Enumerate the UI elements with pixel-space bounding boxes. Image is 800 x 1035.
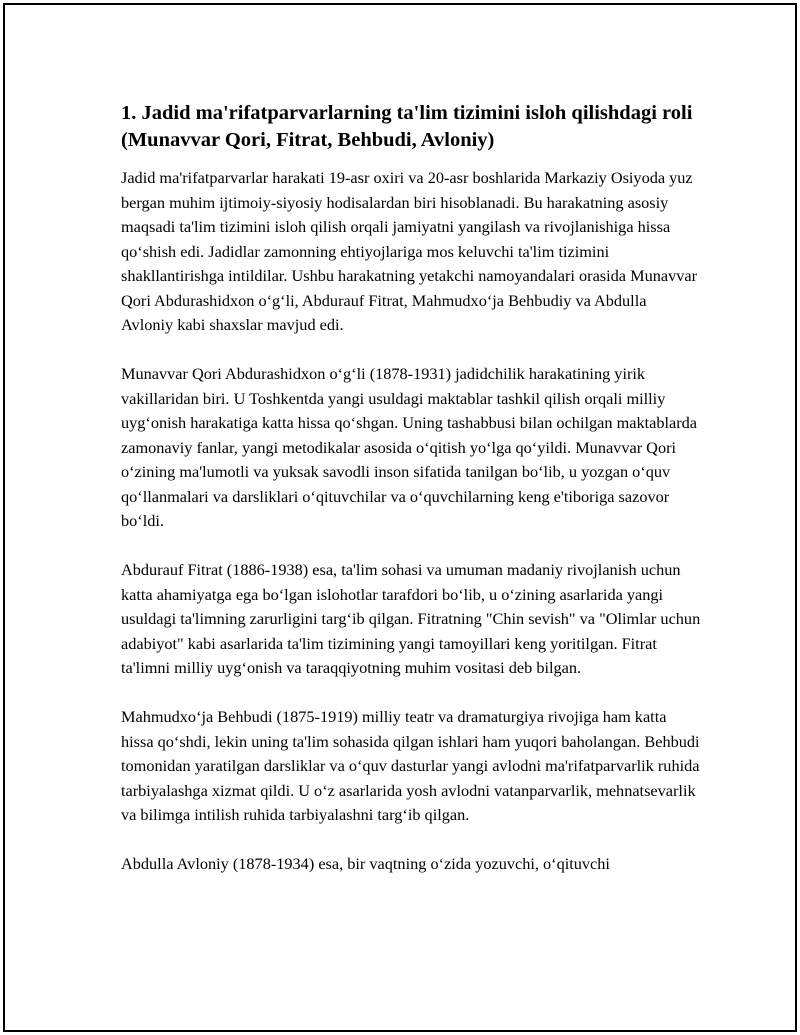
paragraph-intro: Jadid ma'rifatparvarlar harakati 19-asr oxiri va 20-asr boshlarida Markaziy Osiyoda yuz bergan muhim ijtimoiy-siyosiy hodisalardan biri hisoblanadi. Bu harakatning asosiy maqsadi ta'lim tizimini isloh qilish orqali jamiyatni yangilash va rivojlanishiga hissa qo‘shish edi. Jadidlar zamonning ehtiyojlariga mos keluvchi ta'lim tizimini shakllantirishga intildilar. Ushbu harakatning yetakchi namoyandalari orasida Munavvar Qori Abdurashidxon o‘g‘li, Abdurauf Fitrat, Mahmudxo‘ja Behbudiy va Abdulla Avloniy kabi shaxslar mavjud edi. bbox=[121, 168, 698, 334]
section-heading: 1. Jadid ma'rifatparvarlarning ta'lim tizimini isloh qilishdagi roli (Munavvar Qori, Fitrat, Behbudi, Avloniy) bbox=[121, 102, 693, 151]
paragraph-munavvar-qori: Munavvar Qori Abdurashidxon o‘g‘li (1878-1931) jadidchilik harakatining yirik vakillaridan biri. U Toshkentda yangi usuldagi maktablar tashkil qilish orqali milliy uyg‘onish harakatiga katta hissa qo‘shgan. Uning tashabbusi bilan ochilgan maktablarda zamonaviy fanlar, yangi metodikalar asosida o‘qitish yo‘lga qo‘yildi. Munavvar Qori o‘zining ma'lumotli va yuksak savodli inson sifatida tanilgan bo‘lib, u yozgan o‘quv qo‘llanmalari va darsliklari o‘qituvchilar va o‘quvchilarning keng e'tiboriga sazovor bo‘ldi. bbox=[121, 364, 698, 530]
page-frame bbox=[3, 3, 797, 1032]
paragraph-avloniy: Abdulla Avloniy (1878-1934) esa, bir vaqtning o‘zida yozuvchi, o‘qituvchi bbox=[121, 854, 610, 873]
paragraph-behbudi: Mahmudxo‘ja Behbudi (1875-1919) milliy teatr va dramaturgiya rivojiga ham katta hissa qo‘shdi, lekin uning ta'lim sohasida qilgan ishlari ham yuqori baholangan. Behbudi tomonidan yaratilgan darsliklar va o‘quv dasturlar yangi avlodni ma'rifatparvarlik ruhida tarbiyalashga xizmat qildi. U o‘z asarlarida yosh avlodni vatanparvarlik, mehnatsevarlik va bilimga intilish ruhida tarbiyalashni targ‘ib qilgan. bbox=[121, 707, 700, 824]
document-body bbox=[121, 100, 701, 901]
paragraph-fitrat: Abdurauf Fitrat (1886-1938) esa, ta'lim sohasi va umuman madaniy rivojlanish uchun katta ahamiyatga ega bo‘lgan islohotlar tarafdori bo‘lib, u o‘zining asarlarida yangi usuldagi ta'limning zarurligini targ‘ib qilgan. Fitratning "Chin sevish" va "Olimlar uchun adabiyot" kabi asarlarida ta'lim tizimining yangi tamoyillari keng yoritilgan. Fitrat ta'limni milliy uyg‘onish va taraqqiyotning muhim vositasi deb bilgan. bbox=[121, 560, 701, 677]
